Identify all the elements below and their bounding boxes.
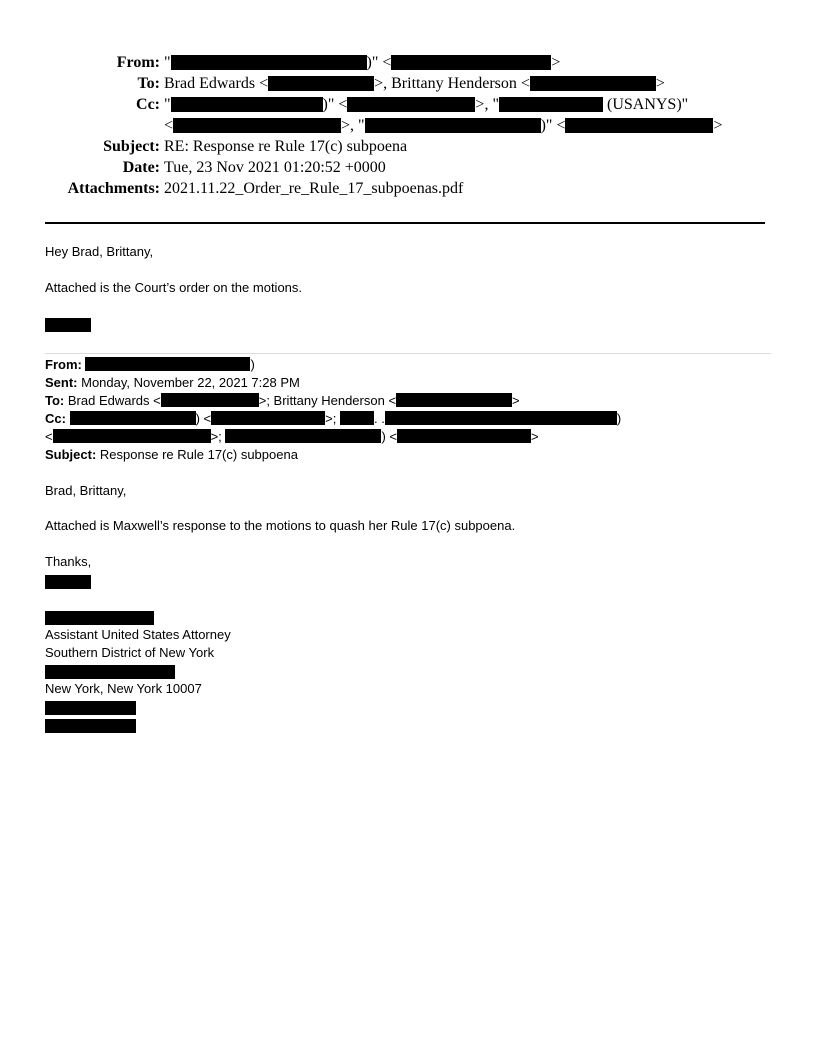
redaction-block [391, 55, 551, 70]
original-message: Attached is Maxwell’s response to the motions to quash her Rule 17(c) subpoena. [45, 518, 516, 533]
header-to-text: Brad Edwards < [164, 75, 269, 92]
header-divider [45, 222, 765, 224]
original-cc-text: >; [325, 411, 337, 426]
reply-greeting: Hey Brad, Brittany, [45, 244, 154, 259]
original-from-label: From: [45, 357, 82, 372]
header-from-text: " [164, 54, 171, 71]
header-cc-row-2 [0, 115, 816, 136]
header-from-text: > [551, 54, 561, 71]
original-cc-text: > [530, 429, 539, 444]
redaction-block [53, 429, 211, 443]
redaction-block [173, 118, 341, 133]
original-cc-row [45, 410, 621, 428]
header-cc-text: " [164, 96, 171, 113]
header-cc-text: >, " [341, 117, 365, 134]
signature-city: New York, New York 10007 [45, 681, 202, 696]
signature-office: Southern District of New York [45, 645, 215, 660]
original-subject-value: Response re Rule 17(c) subpoena [99, 447, 298, 462]
header-attachments-label: Attachments: [67, 180, 160, 197]
redaction-block [171, 97, 323, 112]
header-from-label: From: [116, 54, 160, 71]
redaction-block [45, 719, 136, 733]
header-to-row [0, 73, 816, 94]
header-from-text: )" < [366, 54, 392, 71]
header-date-value: Tue, 23 Nov 2021 01:20:52 +0000 [164, 159, 386, 176]
header-attachments-row [0, 178, 816, 199]
redaction-block [45, 575, 91, 589]
original-cc-text: . . [373, 411, 385, 426]
header-from-row [0, 52, 816, 73]
original-to-row [45, 392, 520, 410]
redaction-block [385, 411, 617, 425]
header-to-text: > [655, 75, 665, 92]
redaction-block [45, 665, 175, 679]
redaction-block [161, 393, 259, 407]
redaction-block [85, 357, 250, 371]
redaction-block [268, 76, 374, 91]
header-to-label: To: [137, 75, 160, 92]
original-closing: Thanks, [45, 554, 92, 569]
header-cc-label: Cc: [136, 96, 160, 113]
original-cc-row-2 [45, 428, 539, 446]
redaction-block [70, 411, 196, 425]
header-cc-text: < [164, 117, 174, 134]
header-cc-text: (USANYS)" [602, 96, 689, 113]
original-cc-text: ) < [381, 429, 397, 444]
header-date-row [0, 157, 816, 178]
header-cc-text: )" < [540, 117, 566, 134]
original-sent-value: Monday, November 22, 2021 7:28 PM [81, 375, 300, 390]
redaction-block [171, 55, 367, 70]
original-to-text: Brad Edwards < [67, 393, 161, 408]
redaction-block [499, 97, 603, 112]
original-cc-label: Cc: [45, 411, 66, 426]
redaction-block [45, 318, 91, 332]
reply-message: Attached is the Court’s order on the motions. [45, 280, 303, 295]
original-from-row [45, 356, 255, 374]
header-cc-text: >, " [475, 96, 499, 113]
header-subject-row [0, 136, 816, 157]
original-to-text: > [512, 393, 520, 408]
redaction-block [225, 429, 381, 443]
redaction-block [347, 97, 475, 112]
redaction-block [396, 393, 512, 407]
redaction-block [211, 411, 325, 425]
header-subject-value: RE: Response re Rule 17(c) subpoena [164, 138, 408, 155]
original-cc-text: ) [616, 411, 622, 426]
original-subject-label: Subject: [45, 447, 97, 462]
original-from-text: ) [250, 357, 255, 372]
original-to-label: To: [45, 393, 65, 408]
original-sent-label: Sent: [45, 375, 78, 390]
original-subject-row [45, 446, 298, 464]
header-cc-text: > [713, 117, 723, 134]
original-greeting: Brad, Brittany, [45, 483, 127, 498]
redaction-block [530, 76, 656, 91]
email-header [0, 52, 816, 199]
original-cc-text: >; [210, 429, 222, 444]
redaction-block [365, 118, 541, 133]
header-cc-row [0, 94, 816, 115]
redaction-block [45, 701, 136, 715]
header-cc-text: )" < [322, 96, 348, 113]
redaction-block [340, 411, 374, 425]
original-cc-text: < [45, 429, 53, 444]
original-to-text: >; Brittany Henderson < [258, 393, 397, 408]
original-cc-text: ) < [195, 411, 212, 426]
redaction-block [565, 118, 713, 133]
signature-title: Assistant United States Attorney [45, 627, 231, 642]
header-to-text: >, Brittany Henderson < [374, 75, 530, 92]
redaction-block [397, 429, 531, 443]
original-sent-row [45, 374, 300, 392]
redaction-block [45, 611, 154, 625]
header-subject-label: Subject: [103, 138, 160, 155]
header-date-label: Date: [122, 159, 160, 176]
quoted-divider [45, 353, 771, 354]
attachment-link[interactable]: 2021.11.22_Order_re_Rule_17_subpoenas.pdf [164, 180, 464, 197]
